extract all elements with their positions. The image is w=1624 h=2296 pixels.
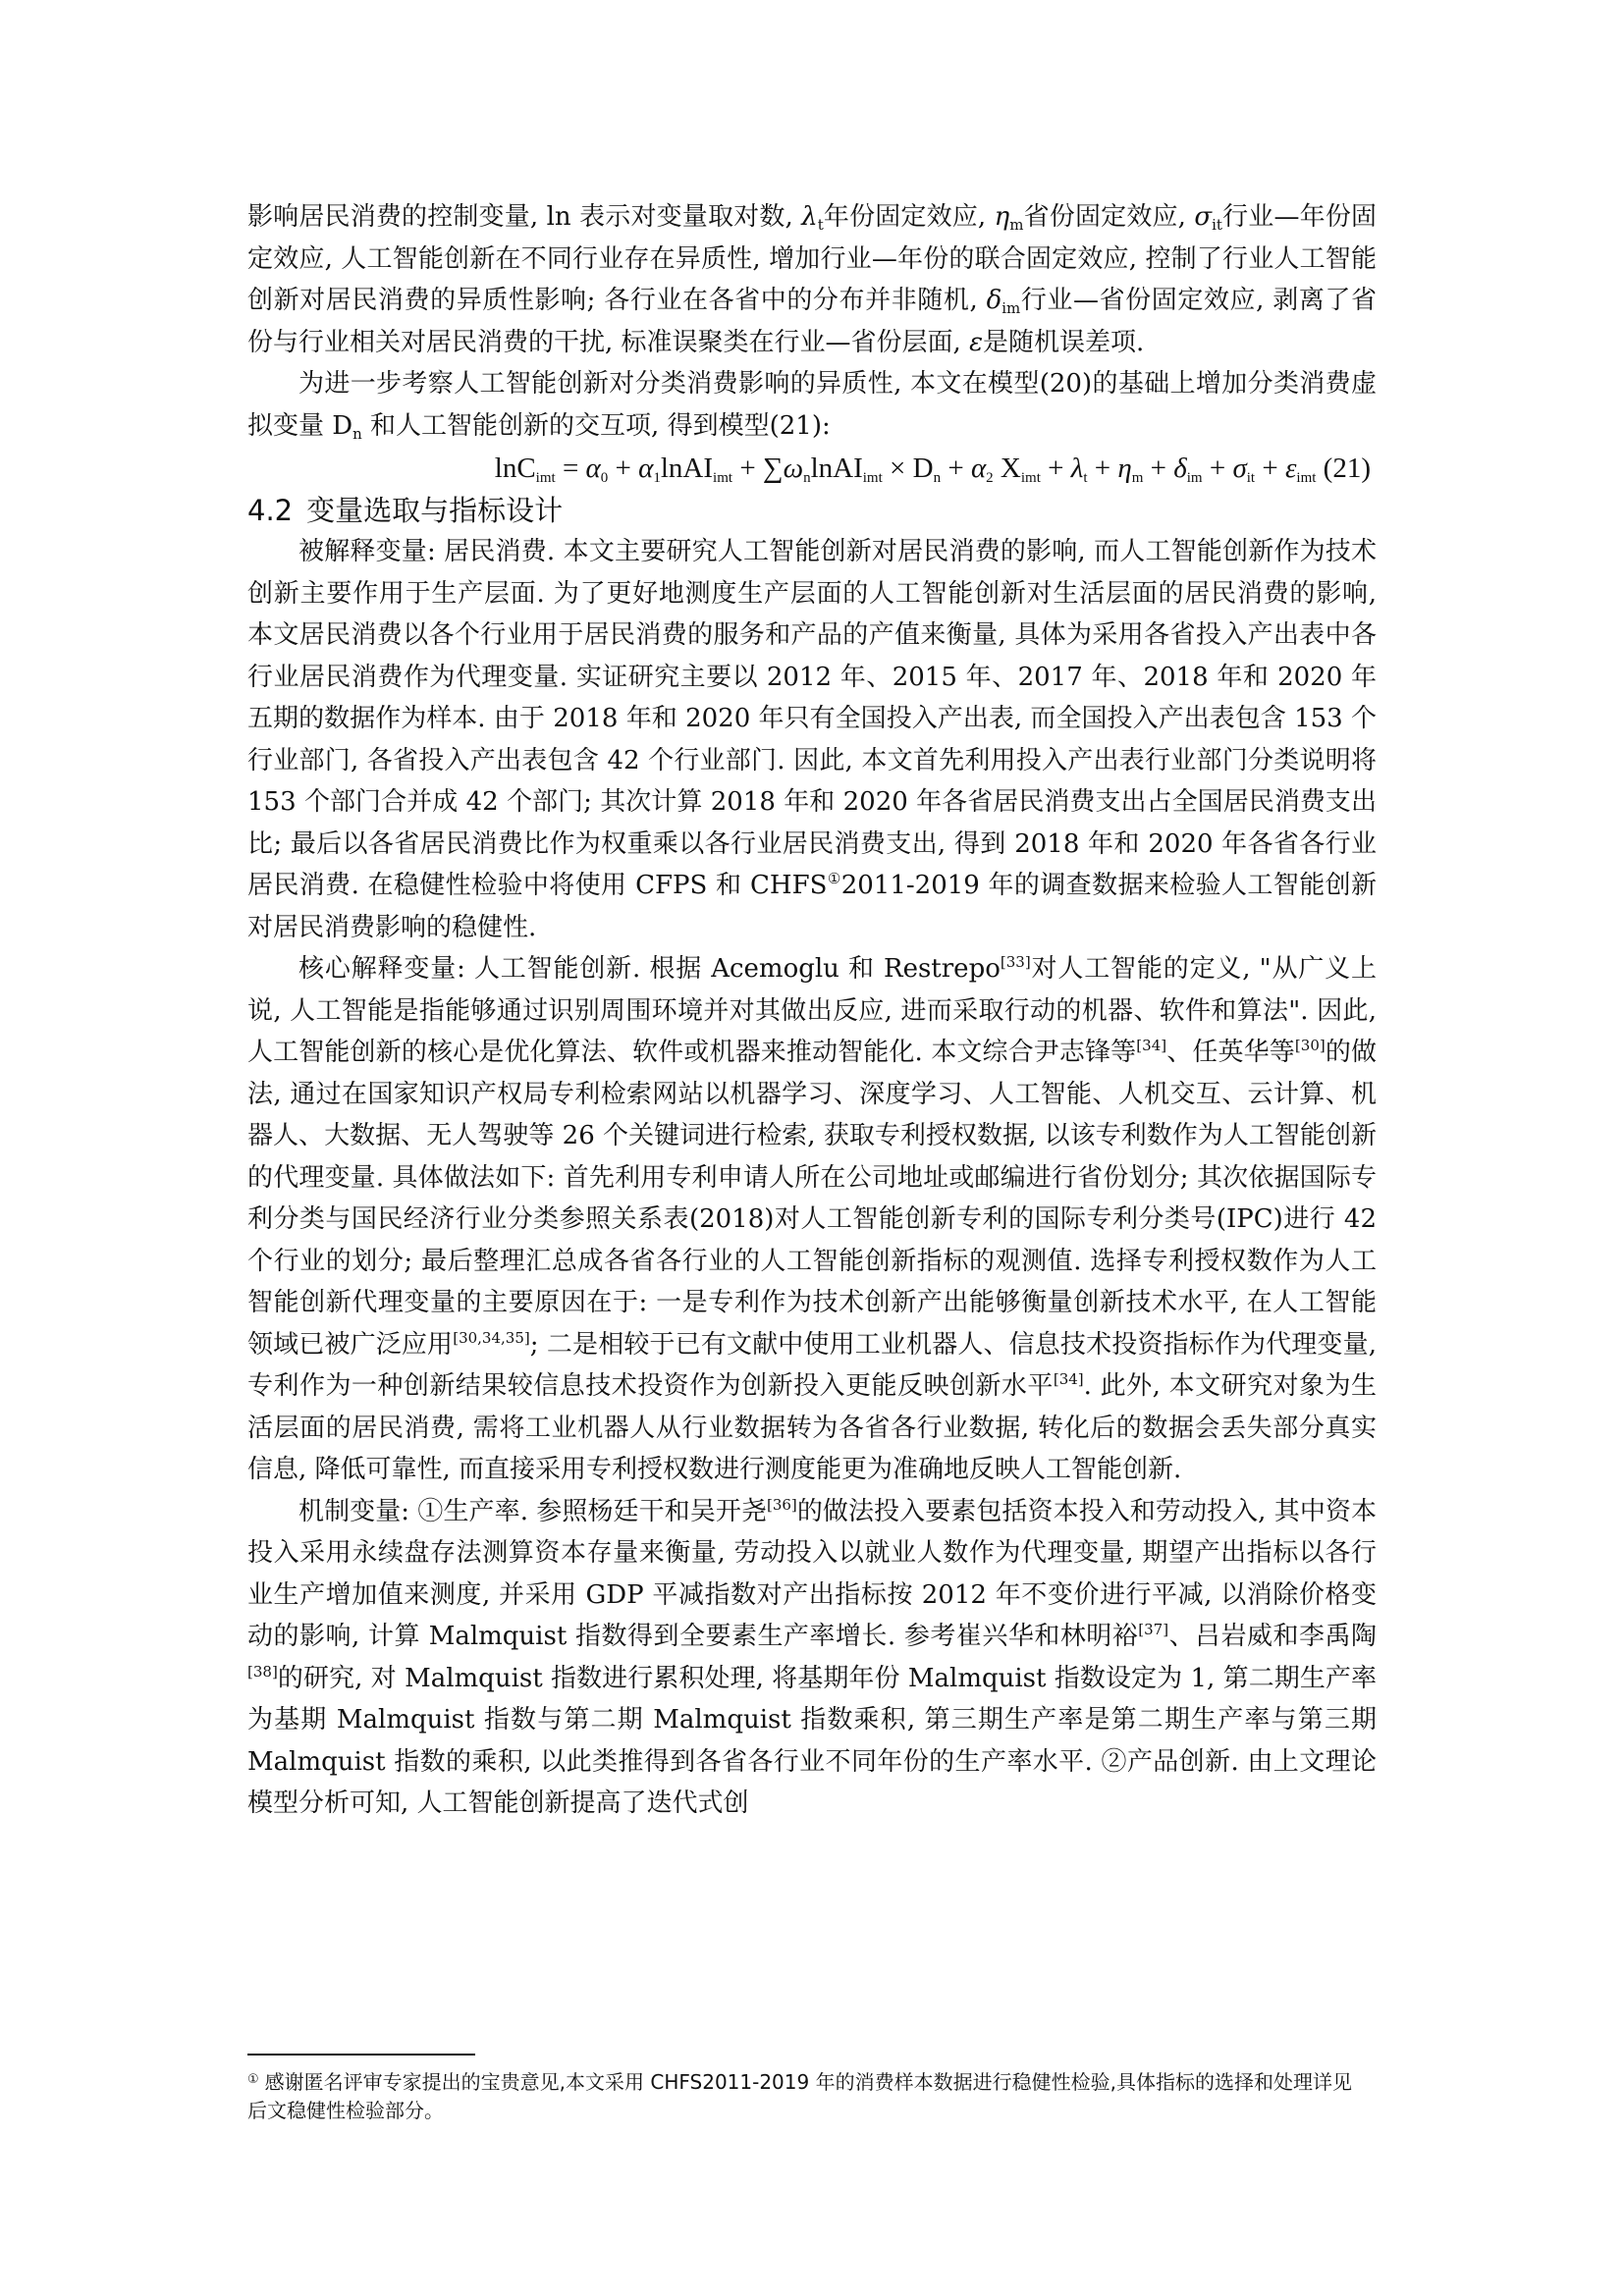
sigma-symbol: σ — [1232, 453, 1247, 484]
text-span: 机制变量: ①生产率. 参照杨廷干和吴开尧 — [298, 1496, 767, 1526]
section-heading — [247, 490, 1377, 531]
eq-subscript: t — [1083, 470, 1088, 486]
omega-symbol: ω — [783, 453, 804, 484]
eq-subscript: n — [803, 470, 811, 486]
citation-ref[interactable]: [30,34,35] — [453, 1328, 530, 1347]
text-span: 核心解释变量: 人工智能创新. 根据 Acemoglu 和 Restrepo — [298, 954, 1001, 984]
citation-ref[interactable]: [34] — [1136, 1037, 1167, 1054]
text-span: 行业—年份固定效应, 人工智能创新在不同行业存在异质性, 增加行业—年份的联合固定效应, 控制了行业人工智能创新对居民消费的异质性影响; 各行业在各省中的分布并非随机, — [247, 202, 1377, 315]
eq-operator: + — [1143, 453, 1174, 484]
equation-21 — [247, 447, 1377, 490]
eq-subscript: 0 — [600, 470, 609, 486]
eq-subscript: 2 — [986, 470, 994, 486]
footnote — [247, 2068, 1357, 2125]
subscript: im — [1001, 299, 1021, 317]
alpha-symbol: α — [970, 453, 987, 484]
paragraph-dependent-variable — [247, 531, 1377, 948]
text-span: . 此外, 本文研究对象为生活层面的居民消费, 需将工业机器人从行业数据转为各省各行业数据, 转化后的数据会丢失部分真实信息, 降低可靠性, 而直接采用专利授权数进行测度能更为准确地反映人工智能创新. — [247, 1371, 1377, 1484]
sigma-symbol: σ — [1194, 202, 1213, 232]
text-span: 年份固定效应, — [823, 202, 995, 232]
eq-operator: + — [1202, 453, 1233, 484]
eq-term: lnAI — [660, 453, 714, 484]
section-title: 变量选取与指标设计 — [306, 494, 564, 527]
eq-subscript: 1 — [653, 470, 661, 486]
lambda-symbol: λ — [1070, 453, 1084, 484]
citation-ref[interactable]: [33] — [1000, 953, 1031, 971]
eq-subscript: imt — [1020, 470, 1041, 486]
text-span: 和人工智能创新的交互项, 得到模型(21): — [361, 410, 831, 441]
eq-term: X — [993, 453, 1021, 484]
citation-ref[interactable]: [37] — [1138, 1621, 1169, 1638]
eq-subscript: im — [1186, 470, 1203, 486]
eq-operator: + ∑ — [732, 453, 784, 484]
eq-subscript: imt — [713, 470, 733, 486]
paragraph-mechanism-variable — [247, 1491, 1377, 1825]
paragraph-core-variable — [247, 948, 1377, 1491]
citation-ref[interactable]: [36] — [766, 1495, 797, 1514]
eq-term: × D — [882, 453, 934, 484]
text-span: 的研究, 对 Malmquist 指数进行累积处理, 将基期年份 Malmquist 指数设定为 1, 第二期生产率为基期 Malmquist 指数与第二期 Malmquist 指数乘积, 第三期生产率是第二期生产率与第三期 Malmquist 指数的乘积, 以此类推得到各省各行业不同年份的生产率水平. ②产品创新. 由上文理论模型分析可知, 人工智能创新提高了迭代式创 — [247, 1663, 1377, 1818]
subscript: m — [1009, 216, 1024, 234]
text-span: 是随机误差项. — [983, 327, 1145, 357]
text-span: 被解释变量: 居民消费. 本文主要研究人工智能创新对居民消费的影响, 而人工智能创新作为技术创新主要作用于生产层面. 为了更好地测度生产层面的人工智能创新对生活层面的居民消费的影响, 本文居民消费以各个行业用于居民消费的服务和产品的产值来衡量, 具体为采用各省投入产出表中各行业居民消费作为代理变量. 实证研究主要以 2012 年、2015 年、2017 年、2018 年和 2020 年五期的数据作为样本. 由于 2018 年和 2020 年只有全国投入产出表, 而全国投入产出表包含 153 个行业部门, 各省投入产出表包含 42 个行业部门. 因此, 本文首先利用投入产出表行业部门分类说明将 153 个部门合并成 42 个部门; 其次计算 2018 年和 2020 年各省居民消费支出占全国居民消费支出比; 最后以各省居民消费比作为权重乘以各行业居民消费支出, 得到 2018 年和 2020 年各省各行业居民消费. 在稳健性检验中将使用 CFPS 和 CHFS — [247, 537, 1378, 900]
delta-symbol: δ — [986, 286, 1002, 315]
text-span: 2011-2019 年的调查数据来检验人工智能创新对居民消费影响的稳健性. — [247, 871, 1378, 942]
text-span: ; 二是相较于已有文献中使用工业机器人、信息技术投资指标作为代理变量, 专利作为一种创新结果较信息技术投资作为创新投入更能反映创新水平 — [247, 1329, 1377, 1401]
paragraph-model-intro — [247, 363, 1377, 447]
eq-subscript: m — [1131, 470, 1144, 486]
paragraph-control-variables — [247, 196, 1377, 363]
eq-term: lnC — [494, 453, 536, 484]
eq-operator: + — [1040, 453, 1071, 484]
eq-subscript: imt — [535, 470, 556, 486]
eq-term: lnAI — [810, 453, 863, 484]
eta-symbol: η — [1117, 453, 1132, 484]
text-span: 行业—省份固定效应, 剥离了省份与行业相关对居民消费的干扰, 标准误聚类在行业—省份层面, — [247, 286, 1377, 357]
eq-subscript: n — [933, 470, 942, 486]
section-number: 4.2 — [247, 494, 294, 527]
footnote-mark: ① — [247, 2072, 259, 2087]
body-text — [247, 196, 1377, 1825]
subscript: n — [352, 424, 362, 443]
lambda-symbol: λ — [801, 202, 818, 232]
text-span: 为进一步考察人工智能创新对分类消费影响的异质性, 本文在模型(20)的基础上增加分类消费虚拟变量 D — [247, 369, 1377, 441]
citation-ref[interactable]: [30] — [1294, 1037, 1326, 1054]
eq-operator: + — [1087, 453, 1118, 484]
text-span: 省份固定效应, — [1023, 202, 1195, 232]
text-span: 影响居民消费的控制变量, ln 表示对变量取对数, — [247, 202, 802, 232]
subscript: t — [817, 216, 824, 234]
subscript: it — [1212, 216, 1222, 234]
eq-operator: + — [608, 453, 639, 484]
footnote-marker[interactable]: ① — [827, 870, 841, 887]
footnote-text: 感谢匿名评审专家提出的宝贵意见,本文采用 CHFS2011-2019 年的消费样本数据进行稳健性检验,具体指标的选择和处理详见后文稳健性检验部分。 — [247, 2070, 1352, 2122]
footnote-divider — [247, 2054, 475, 2056]
text-span: 、任英华等 — [1166, 1038, 1295, 1067]
equation-number: (21) — [1316, 453, 1371, 484]
citation-ref[interactable]: [38] — [247, 1662, 278, 1681]
eta-symbol: η — [994, 202, 1010, 232]
text-span: 的做法, 通过在国家知识产权局专利检索网站以机器学习、深度学习、人工智能、人机交互、云计算、机器人、大数据、无人驾驶等 26 个关键词进行检索, 获取专利授权数据, 以该专利数作为人工智能创新的代理变量. 具体做法如下: 首先利用专利申请人所在公司地址或邮编进行省份划分; 其次依据国际专利分类与国民经济行业分类参照关系表(2018)对人工智能创新专利的国际专利分类号(IPC)进行 42 个行业的划分; 最后整理汇总成各省各行业的人工智能创新指标的观测值. 选择专利授权数作为人工智能创新代理变量的主要原因在于: 一是专利作为技术创新产出能够衡量创新技术水平, 在人工智能领域已被广泛应用 — [247, 1038, 1378, 1360]
eq-subscript: imt — [862, 470, 883, 486]
eq-operator: = — [555, 453, 586, 484]
epsilon-symbol: ε — [969, 327, 984, 357]
eq-operator: + — [941, 453, 971, 484]
epsilon-symbol: ε — [1284, 453, 1297, 484]
eq-subscript: imt — [1296, 470, 1317, 486]
citation-ref[interactable]: [34] — [1053, 1370, 1084, 1388]
eq-operator: + — [1255, 453, 1285, 484]
text-span: 、吕岩威和李禹陶 — [1168, 1622, 1377, 1651]
text-span: 的做法投入要素包括资本投入和劳动投入, 其中资本投入采用永续盘存法测算资本存量来衡量, 劳动投入以就业人数作为代理变量, 期望产出指标以各行业生产增加值来测度, 并采用 GDP 平减指数对产出指标按 2012 年不变价进行平减, 以消除价格变动的影响, 计算 Malmquist 指数得到全要素生产率增长. 参考崔兴华和林明裕 — [247, 1496, 1377, 1651]
alpha-symbol: α — [585, 453, 601, 484]
alpha-symbol: α — [638, 453, 654, 484]
text-span: 对人工智能的定义, "从广义上说, 人工智能是指能够通过识别周围环境并对其做出反应, 进而采取行动的机器、软件和算法". 因此, 人工智能创新的核心是优化算法、软件或机器来推动智能化. 本文综合尹志锋等 — [247, 954, 1377, 1067]
eq-subscript: it — [1246, 470, 1256, 486]
delta-symbol: δ — [1173, 453, 1187, 484]
